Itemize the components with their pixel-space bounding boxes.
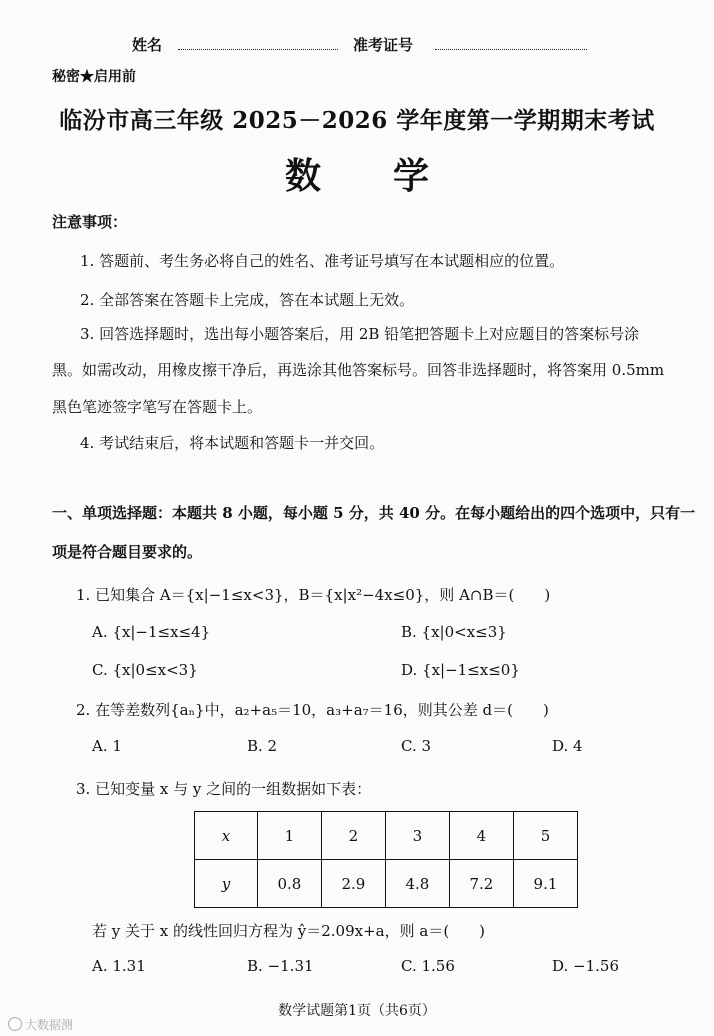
q3-option-b[interactable]: B. −1.31 — [247, 957, 314, 975]
note-item: 2. 全部答案在答题卡上完成，答在本试题上无效。 — [80, 291, 415, 309]
section-heading-cont: 项是符合题目要求的。 — [52, 543, 203, 561]
q1-option-a[interactable]: A. {x|−1≤x≤4} — [92, 623, 211, 641]
data-table — [194, 811, 578, 908]
question-2-stem: 2. 在等差数列{aₙ}中，a₂+a₅＝10，a₃+a₇＝16，则其公差 d＝( ) — [76, 701, 549, 719]
table-cell: 5 — [513, 812, 577, 860]
q3-option-a[interactable]: A. 1.31 — [92, 957, 146, 975]
note-item: 3. 回答选择题时，选出每小题答案后，用 2B 铅笔把答题卡上对应题目的答案标号涂 — [80, 325, 640, 343]
subject-title: 数 学 — [284, 155, 429, 197]
watermark-icon — [8, 1017, 22, 1031]
q2-option-d[interactable]: D. 4 — [552, 737, 583, 755]
table-cell: 2 — [321, 812, 385, 860]
table-cell: 3 — [385, 812, 449, 860]
table-cell: 1 — [257, 812, 321, 860]
note-item: 黑色笔迹签字笔写在答题卡上。 — [52, 398, 263, 416]
exam-id-label: 准考证号 — [353, 36, 414, 54]
q1-option-b[interactable]: B. {x|0<x≤3} — [401, 623, 507, 641]
table-cell: 9.1 — [513, 860, 577, 908]
q3-option-c[interactable]: C. 1.56 — [401, 957, 455, 975]
table-row — [195, 860, 578, 908]
question-3-followup: 若 y 关于 x 的线性回归方程为 ŷ＝2.09x+a，则 a＝( ) — [92, 922, 486, 940]
q2-option-b[interactable]: B. 2 — [247, 737, 278, 755]
exam-id-line[interactable] — [435, 49, 587, 50]
question-1-stem: 1. 已知集合 A＝{x|−1≤x<3}，B＝{x|x²−4x≤0}，则 A∩B＝( ) — [76, 586, 551, 604]
section-heading: 一、单项选择题：本题共 8 小题，每小题 5 分，共 40 分。在每小题给出的四个选项中，只有一 — [52, 504, 696, 522]
q3-option-d[interactable]: D. −1.56 — [552, 957, 619, 975]
table-cell: 4 — [449, 812, 513, 860]
table-header-x: x — [195, 812, 258, 860]
table-header-y: y — [195, 860, 258, 908]
watermark-text: 大数据测 — [25, 1018, 74, 1032]
name-line[interactable] — [178, 49, 338, 50]
secret-label: 秘密★启用前 — [52, 69, 136, 85]
exam-title: 临汾市高三年级 2025－2026 学年度第一学期期末考试 — [59, 107, 655, 134]
watermark — [8, 1016, 73, 1033]
table-row — [195, 812, 578, 860]
notes-title: 注意事项： — [52, 213, 128, 231]
q2-option-a[interactable]: A. 1 — [92, 737, 122, 755]
page-footer: 数学试题第1页（共6页） — [278, 1003, 436, 1019]
note-item: 黑。如需改动，用橡皮擦干净后，再选涂其他答案标号。回答非选择题时，将答案用 0.5mm — [52, 361, 665, 379]
q1-option-d[interactable]: D. {x|−1≤x≤0} — [401, 661, 520, 679]
table-cell: 0.8 — [257, 860, 321, 908]
question-3-stem: 3. 已知变量 x 与 y 之间的一组数据如下表： — [76, 780, 372, 798]
q1-option-c[interactable]: C. {x|0≤x<3} — [92, 661, 198, 679]
table-cell: 2.9 — [321, 860, 385, 908]
note-item: 1. 答题前、考生务必将自己的姓名、准考证号填写在本试题相应的位置。 — [80, 252, 565, 270]
table-cell: 4.8 — [385, 860, 449, 908]
table-cell: 7.2 — [449, 860, 513, 908]
note-item: 4. 考试结束后，将本试题和答题卡一并交回。 — [80, 434, 385, 452]
name-label: 姓名 — [132, 36, 163, 54]
q2-option-c[interactable]: C. 3 — [401, 737, 432, 755]
